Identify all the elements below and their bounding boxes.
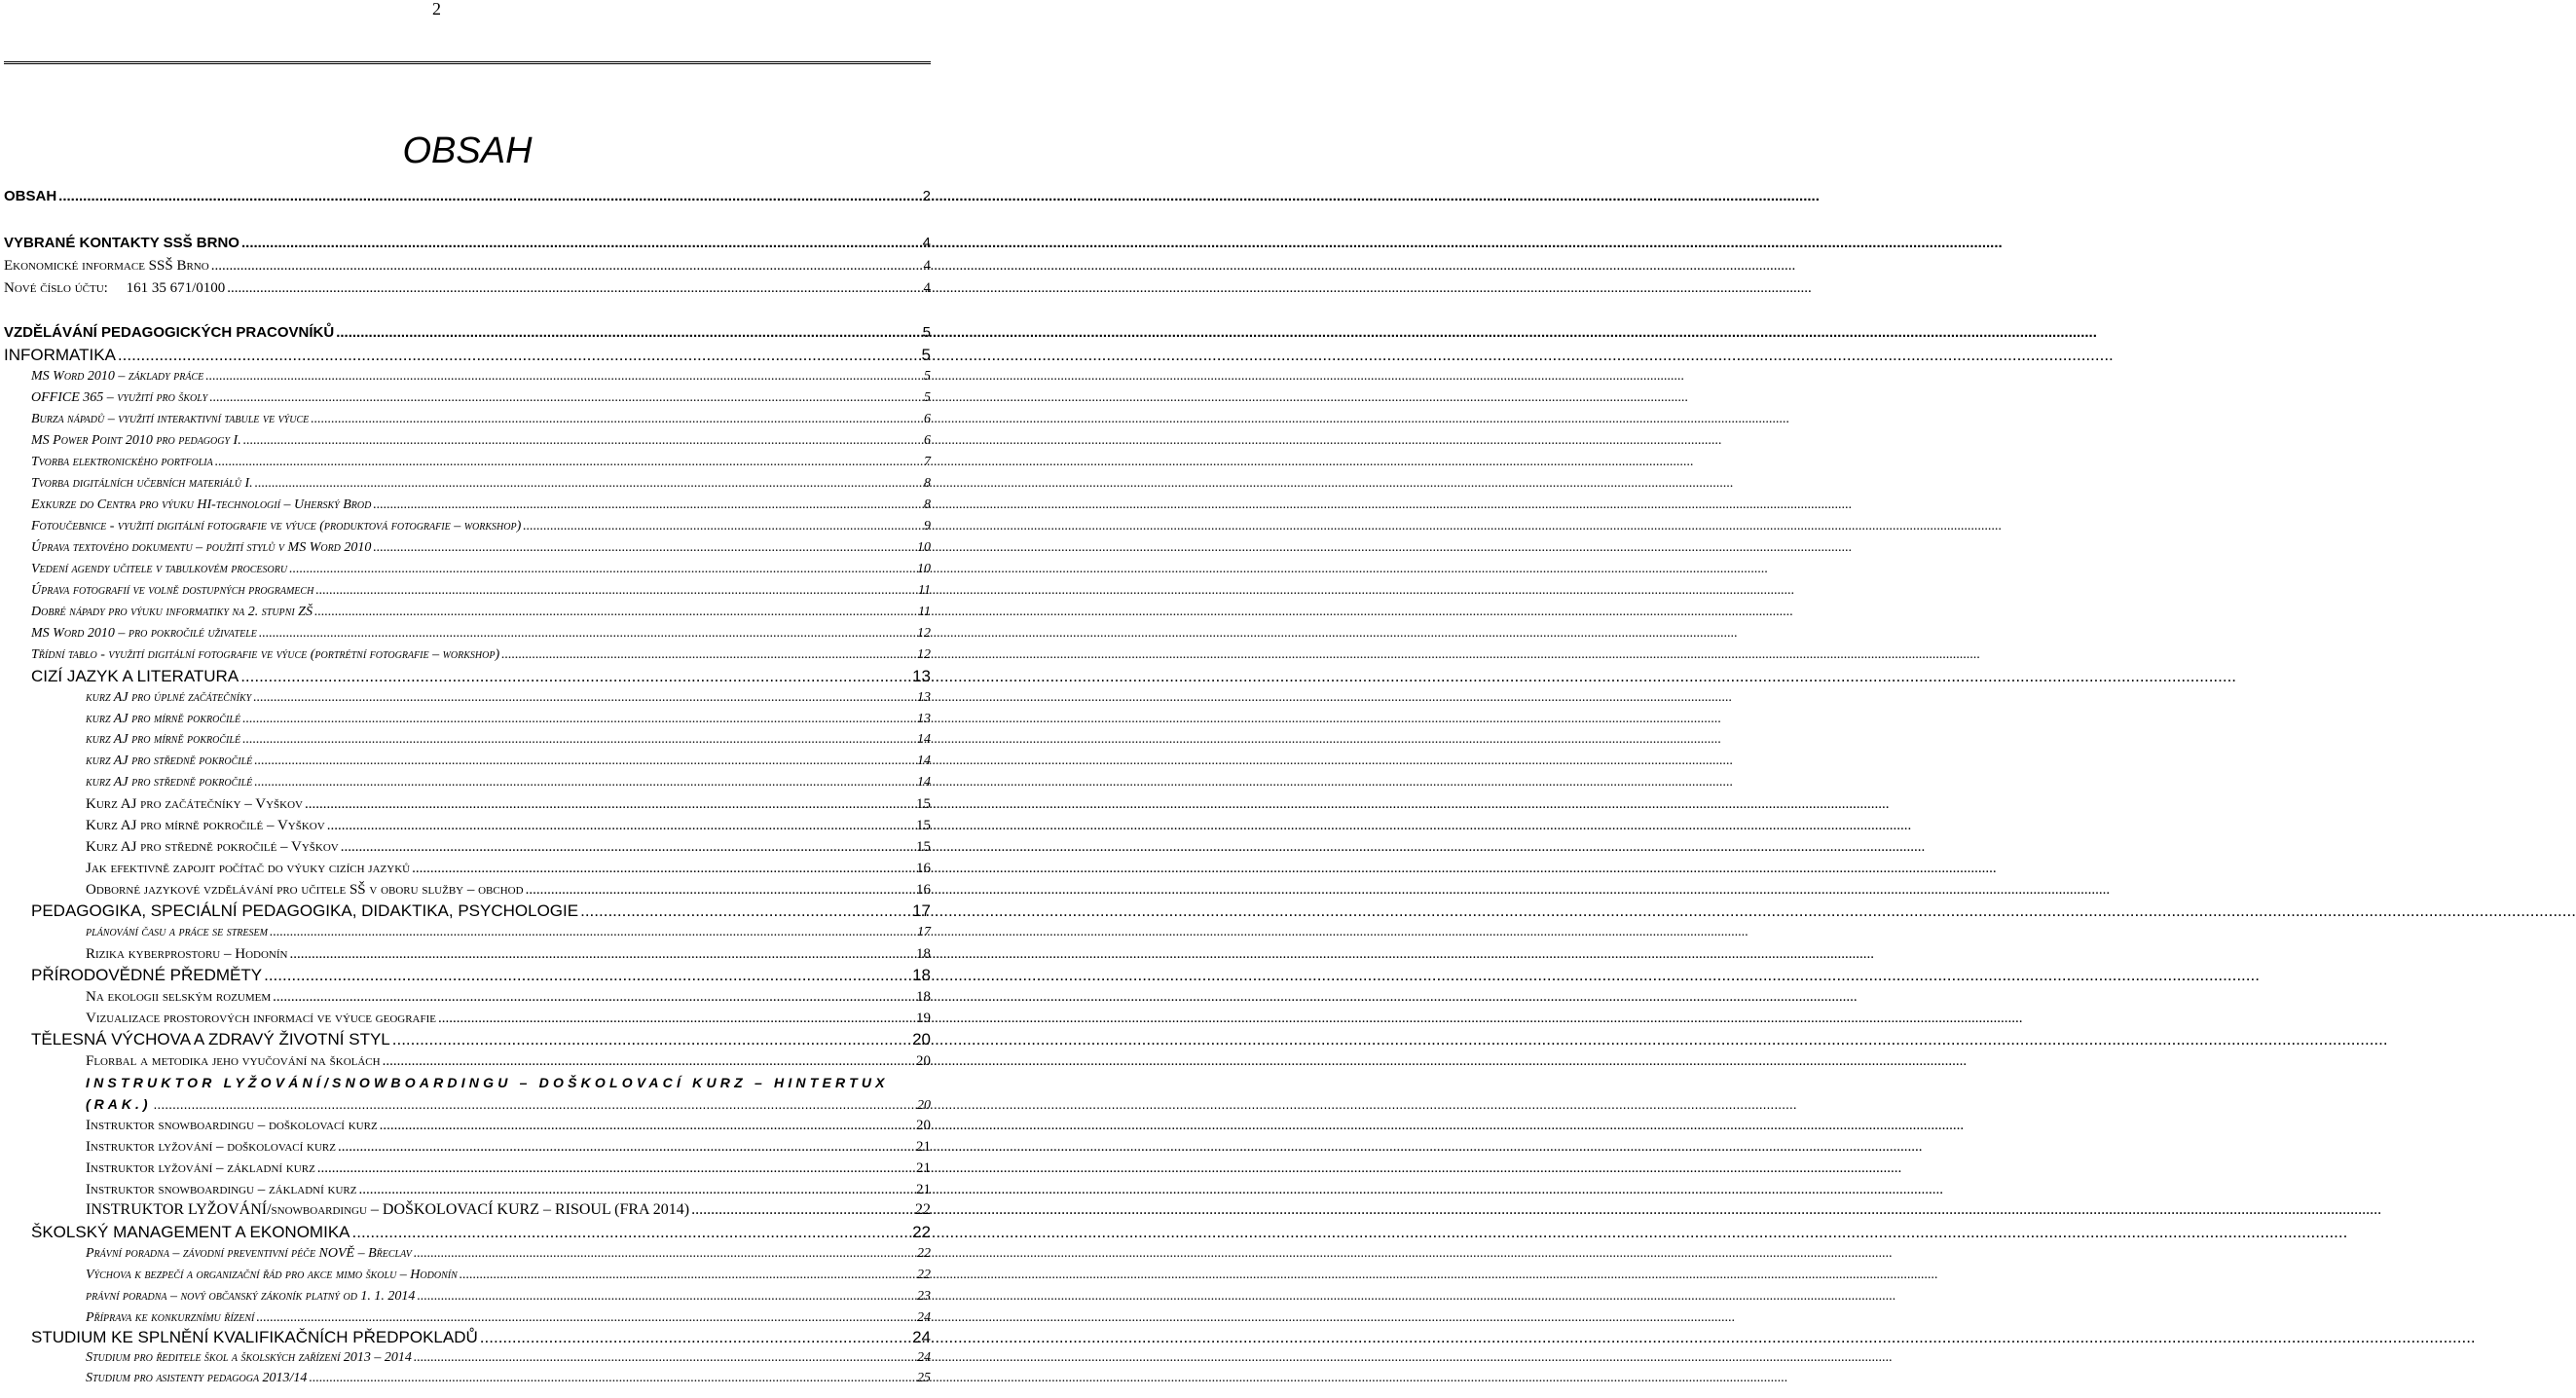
toc-entry-title: MS Power Point 2010 pro pedagogy I.: [31, 433, 241, 448]
toc-entry-page: 15: [916, 839, 931, 855]
toc-entry-title: Fotoučebnice - využití digitální fotografie ve výuce (produktová fotografie – workshop): [31, 519, 522, 533]
toc-entry[interactable]: [31, 432, 931, 450]
toc-entry-page: 6: [924, 433, 931, 448]
toc-entry[interactable]: [4, 278, 931, 298]
toc-entry-title: kurz AJ pro mírně pokročilé: [86, 712, 241, 726]
toc-entry-page: 24: [917, 1310, 931, 1325]
toc-entry-page: 22: [915, 1201, 931, 1218]
toc-entry-page: 11: [918, 583, 931, 598]
dot-leader: [373, 497, 922, 514]
toc-entry-page: 20: [916, 1053, 931, 1069]
toc-entry[interactable]: [31, 646, 931, 664]
toc-entry-page: 4: [922, 235, 931, 251]
toc-entry-wide-heading[interactable]: INSTRUKTOR LYŽOVÁNÍ/SNOWBOARDINGU – DOŠKOLOVACÍ KURZ – HINTERTUX: [86, 1075, 889, 1090]
toc-entry-page: 10: [917, 540, 931, 555]
toc-entry-title: Instruktor snowboardingu – základní kurz: [86, 1182, 357, 1197]
toc-entry-title: právní poradna – nový občanský zákoník platný od 1. 1. 2014: [86, 1289, 416, 1304]
toc-entry-page: 18: [916, 946, 931, 962]
dot-leader: [373, 539, 915, 557]
toc-entry-page: 7: [924, 455, 931, 469]
toc-entry-title: Kurz AJ pro středně pokročilé – Vyškov: [86, 839, 339, 855]
dot-leader: [358, 1181, 914, 1198]
toc-entry-title: Ekonomické informace SSŠ Brno: [4, 258, 209, 274]
dot-leader: [209, 389, 922, 407]
dot-leader: [414, 1349, 915, 1367]
toc-entry-title: INSTRUKTOR LYŽOVÁNÍ/snowboardingu – DOŠKOLOVACÍ KURZ – RISOUL (FRA 2014): [86, 1201, 690, 1218]
toc-entry-page: 18: [916, 989, 931, 1005]
toc-entry-page: 20: [912, 1030, 931, 1048]
toc-entry[interactable]: [86, 924, 931, 941]
toc-entry-page: 16: [916, 861, 931, 876]
dot-leader: [254, 774, 915, 791]
dot-leader: [242, 731, 915, 749]
toc-entry-title: ŠKOLSKÝ MANAGEMENT A EKONOMIKA: [31, 1223, 350, 1241]
toc-entry-title: Instruktor snowboardingu – doškolovací kurz: [86, 1118, 378, 1133]
toc-entry-title: PEDAGOGIKA, SPECIÁLNÍ PEDAGOGIKA, DIDAKTIKA, PSYCHOLOGIE: [31, 901, 579, 920]
toc-entry-page: 4: [923, 258, 931, 274]
toc-entry[interactable]: [31, 518, 931, 535]
toc-entry-vzdelavani[interactable]: [4, 323, 931, 343]
toc-entry-page: 12: [917, 647, 931, 662]
toc-entry[interactable]: [31, 368, 931, 386]
dot-leader: [480, 1328, 910, 1347]
toc-entry-page: 22: [917, 1268, 931, 1282]
dot-leader: [305, 795, 914, 813]
toc-entry[interactable]: [86, 711, 931, 728]
toc-entry-page: 8: [924, 497, 931, 512]
dot-leader: [526, 881, 914, 899]
toc-entry-page: 14: [917, 775, 931, 790]
dot-leader: [327, 817, 914, 834]
dot-leader: [460, 1267, 915, 1284]
table-of-contents: [0, 0, 935, 1398]
toc-entry-page: 15: [916, 796, 931, 812]
toc-entry[interactable]: [86, 1159, 931, 1177]
toc-entry-title: Úprava textového dokumentu – použití stylů v MS Word 2010: [31, 540, 372, 555]
toc-entry-page: 23: [917, 1289, 931, 1304]
toc-entry[interactable]: [31, 625, 931, 643]
toc-entry-title: INFORMATIKA: [4, 346, 116, 364]
toc-entry[interactable]: [86, 1349, 931, 1367]
toc-entry[interactable]: [86, 838, 931, 856]
toc-entry-title: Instruktor lyžování – základní kurz: [86, 1160, 315, 1176]
toc-entry-page: 14: [917, 754, 931, 768]
dot-leader: [341, 838, 914, 856]
toc-entry-page: 13: [917, 690, 931, 705]
toc-entry[interactable]: [31, 389, 931, 407]
toc-entry-title: Florbal a metodika jeho vyučování na školách: [86, 1053, 381, 1069]
dot-leader: [58, 187, 920, 206]
dot-leader: [253, 689, 915, 707]
toc-entry-page: 12: [917, 626, 931, 641]
toc-entry[interactable]: [86, 1117, 931, 1134]
toc-entry[interactable]: [86, 1138, 931, 1156]
toc-entry[interactable]: [86, 1095, 931, 1115]
dot-leader: [264, 966, 910, 985]
toc-entry-page: 17: [912, 901, 931, 920]
dot-leader: [414, 1245, 915, 1263]
toc-entry-kontakty[interactable]: [4, 234, 931, 253]
dot-leader: [691, 1201, 913, 1219]
toc-section[interactable]: [31, 966, 931, 985]
dot-leader: [227, 278, 921, 298]
toc-entry-title: kurz AJ pro mírně pokročilé: [86, 732, 241, 747]
toc-entry-title: Kurz AJ pro mírně pokročilé – Vyškov: [86, 818, 325, 833]
toc-entry[interactable]: [86, 1201, 931, 1219]
toc-entry-title: Vizualizace prostorových informací ve výuce geografie: [86, 1011, 436, 1026]
toc-entry-page: 4: [923, 280, 931, 296]
dot-leader: [315, 582, 916, 600]
toc-entry-page: 24: [912, 1328, 931, 1346]
toc-entry-title: Tvorba elektronického portfolia: [31, 455, 213, 469]
toc-entry[interactable]: [86, 817, 931, 834]
toc-entry-title: Vedení agendy učitele v tabulkovém procesoru: [31, 562, 288, 576]
toc-entry-title: Nové číslo účtu: 161 35 671/0100: [4, 280, 226, 296]
toc-entry[interactable]: [86, 945, 931, 963]
toc-entry[interactable]: [86, 1267, 931, 1284]
dot-leader: [243, 432, 922, 450]
toc-entry[interactable]: [86, 988, 931, 1006]
toc-entry[interactable]: [31, 475, 931, 493]
toc-entry-page: 10: [917, 562, 931, 576]
dot-leader: [501, 646, 915, 664]
toc-entry-page: 21: [916, 1139, 931, 1155]
toc-entry-page: 8: [924, 476, 931, 491]
toc-entry[interactable]: [86, 1245, 931, 1263]
toc-entry[interactable]: [31, 539, 931, 557]
toc-entry-obsah[interactable]: [4, 187, 931, 206]
toc-entry-title: MS Word 2010 – základy práce: [31, 369, 204, 384]
toc-entry-page: 13: [917, 712, 931, 726]
dot-leader: [289, 561, 915, 578]
dot-leader: [154, 1095, 915, 1113]
toc-entry-page: 5: [924, 369, 931, 384]
toc-entry[interactable]: [31, 604, 931, 621]
dot-leader: [211, 256, 922, 276]
dot-leader: [580, 901, 910, 921]
toc-entry-title: PŘÍRODOVĚDNÉ PŘEDMĚTY: [31, 966, 263, 984]
toc-entry-title: TĚLESNÁ VÝCHOVA A ZDRAVÝ ŽIVOTNÍ STYL: [31, 1030, 390, 1048]
toc-entry-title: plánování času a práce se stresem: [86, 925, 268, 939]
toc-entry[interactable]: [86, 774, 931, 791]
toc-entry-page: 2: [922, 188, 931, 204]
dot-leader: [273, 988, 914, 1006]
toc-entry-page: 9: [924, 519, 931, 533]
dot-leader: [256, 1309, 915, 1327]
toc-entry[interactable]: [86, 1370, 931, 1387]
dot-leader: [205, 368, 922, 386]
toc-entry-title: Rizika kyberprostoru – Hodonín: [86, 946, 288, 962]
toc-entry[interactable]: [86, 881, 931, 899]
toc-entry-title: kurz AJ pro středně pokročilé: [86, 754, 253, 768]
toc-entry-title: Právní poradna – závodní preventivní péče NOVĚ – Břeclav: [86, 1246, 412, 1261]
toc-entry-page: 19: [916, 1011, 931, 1026]
toc-entry-title: Jak efektivně zapojit počítač do výuky cizích jazyků: [86, 861, 411, 876]
dot-leader: [259, 625, 915, 643]
dot-leader: [317, 1159, 914, 1177]
toc-entry-page: 20: [917, 1098, 931, 1113]
dot-leader: [380, 1117, 914, 1134]
toc-entry-page: 22: [917, 1246, 931, 1261]
dot-leader: [352, 1223, 911, 1242]
dot-leader: [241, 234, 921, 253]
toc-entry-title: Studium pro ředitele škol a školských zařízení 2013 – 2014: [86, 1350, 412, 1365]
toc-entry-title: OBSAH: [4, 188, 57, 204]
toc-entry[interactable]: [31, 582, 931, 600]
dot-leader: [314, 604, 916, 621]
dot-leader: [336, 323, 920, 343]
toc-entry-page: 22: [912, 1223, 931, 1241]
toc-entry-page: 15: [916, 818, 931, 833]
toc-entry[interactable]: [86, 753, 931, 770]
toc-entry-title: kurz AJ pro úplné začátečníky: [86, 690, 252, 705]
toc-entry[interactable]: [31, 454, 931, 471]
dot-leader: [412, 860, 914, 877]
dot-leader: [309, 1370, 915, 1387]
toc-entry[interactable]: [86, 689, 931, 707]
toc-section[interactable]: [31, 901, 931, 921]
toc-entry-title: Kurz AJ pro začátečníky – Vyškov: [86, 796, 303, 812]
toc-section[interactable]: [31, 667, 931, 686]
toc-entry-page: 16: [916, 882, 931, 898]
toc-entry-title: CIZÍ JAZYK A LITERATURA: [31, 667, 239, 685]
dot-leader: [270, 924, 915, 941]
toc-entry-page: 5: [924, 390, 931, 405]
toc-section[interactable]: [31, 1030, 931, 1049]
toc-entry-title: Odborné jazykové vzdělávání pro učitele SŠ v oboru služby – obchod: [86, 882, 524, 898]
toc-entry-title: Studium pro asistenty pedagoga 2013/14: [86, 1371, 308, 1385]
toc-entry[interactable]: [4, 256, 931, 276]
toc-entry[interactable]: [31, 497, 931, 514]
dot-leader: [338, 1138, 914, 1156]
toc-entry-page: 17: [917, 925, 931, 939]
toc-entry-title: Příprava ke konkurznímu řízení: [86, 1310, 255, 1325]
toc-entry-title: kurz AJ pro středně pokročilé: [86, 775, 253, 790]
dot-leader: [240, 667, 910, 686]
toc-entry-page: 13: [912, 667, 931, 685]
dot-leader: [383, 1052, 914, 1070]
toc-entry-title: Instruktor lyžování – doškolovací kurz: [86, 1139, 336, 1155]
dot-leader: [392, 1030, 910, 1049]
toc-entry-page: 21: [916, 1182, 931, 1197]
toc-entry[interactable]: [86, 1181, 931, 1198]
toc-entry-page: 20: [916, 1118, 931, 1133]
toc-entry[interactable]: [31, 411, 931, 428]
dot-leader: [118, 346, 920, 365]
toc-entry-page: 6: [924, 412, 931, 426]
toc-entry[interactable]: [86, 731, 931, 749]
dot-leader: [311, 411, 922, 428]
toc-entry-page: 5: [921, 346, 931, 364]
toc-entry-page: 11: [918, 605, 931, 619]
toc-entry-page: 25: [917, 1371, 931, 1385]
toc-entry[interactable]: [86, 860, 931, 877]
page-title: OBSAH: [402, 130, 533, 172]
toc-entry-title: Třídní tablo - využití digitální fotografie ve výuce (portrétní fotografie – workshop): [31, 647, 500, 662]
toc-section[interactable]: [31, 1223, 931, 1242]
toc-entry-title: Burza nápadů – využití interaktivní tabule ve výuce: [31, 412, 310, 426]
toc-entry-title: OFFICE 365 – využití pro školy: [31, 390, 208, 405]
dot-leader: [254, 753, 915, 770]
toc-entry[interactable]: [86, 1052, 931, 1070]
toc-entry[interactable]: [86, 1288, 931, 1306]
toc-section[interactable]: [31, 1328, 931, 1347]
toc-entry-title: MS Word 2010 – pro pokročilé uživatele: [31, 626, 257, 641]
toc-entry[interactable]: [86, 1309, 931, 1327]
toc-entry-title: STUDIUM KE SPLNĚNÍ KVALIFIKAČNÍCH PŘEDPOKLADŮ: [31, 1328, 478, 1346]
toc-entry-title: (RAK.): [86, 1096, 152, 1112]
toc-entry-page: 5: [922, 324, 931, 341]
toc-section[interactable]: [4, 346, 931, 365]
toc-entry[interactable]: [31, 561, 931, 578]
toc-entry-title: Tvorba digitálních učebních materiálů I.: [31, 476, 253, 491]
toc-entry-page: 18: [912, 966, 931, 984]
toc-entry-title: Na ekologii selským rozumem: [86, 989, 272, 1005]
toc-entry-title: VYBRANÉ KONTAKTY SSŠ BRNO: [4, 235, 239, 251]
toc-entry-page: 21: [916, 1160, 931, 1176]
dot-leader: [438, 1010, 914, 1027]
page-number: 2: [432, 0, 441, 18]
toc-entry-page: 24: [917, 1350, 931, 1365]
toc-entry-title: Exkurze do Centra pro výuku HI-technologií – Uherský Brod: [31, 497, 372, 512]
dot-leader: [255, 475, 922, 493]
toc-entry-title: Úprava fotografií ve volně dostupných programech: [31, 583, 314, 598]
toc-entry[interactable]: [86, 1010, 931, 1027]
dot-leader: [523, 518, 922, 535]
dot-leader: [242, 711, 915, 728]
toc-entry-title: Výchova k bezpečí a organizační řád pro akce mimo školu – Hodonín: [86, 1268, 458, 1282]
toc-entry-page: 14: [917, 732, 931, 747]
toc-entry[interactable]: [86, 795, 931, 813]
toc-entry-title: Dobré nápady pro výuku informatiky na 2. stupni ZŠ: [31, 605, 313, 619]
dot-leader: [417, 1288, 915, 1306]
toc-entry-title: VZDĚLÁVÁNÍ PEDAGOGICKÝCH PRACOVNÍKŮ: [4, 324, 335, 341]
dot-leader: [215, 454, 922, 471]
dot-leader: [289, 945, 914, 963]
